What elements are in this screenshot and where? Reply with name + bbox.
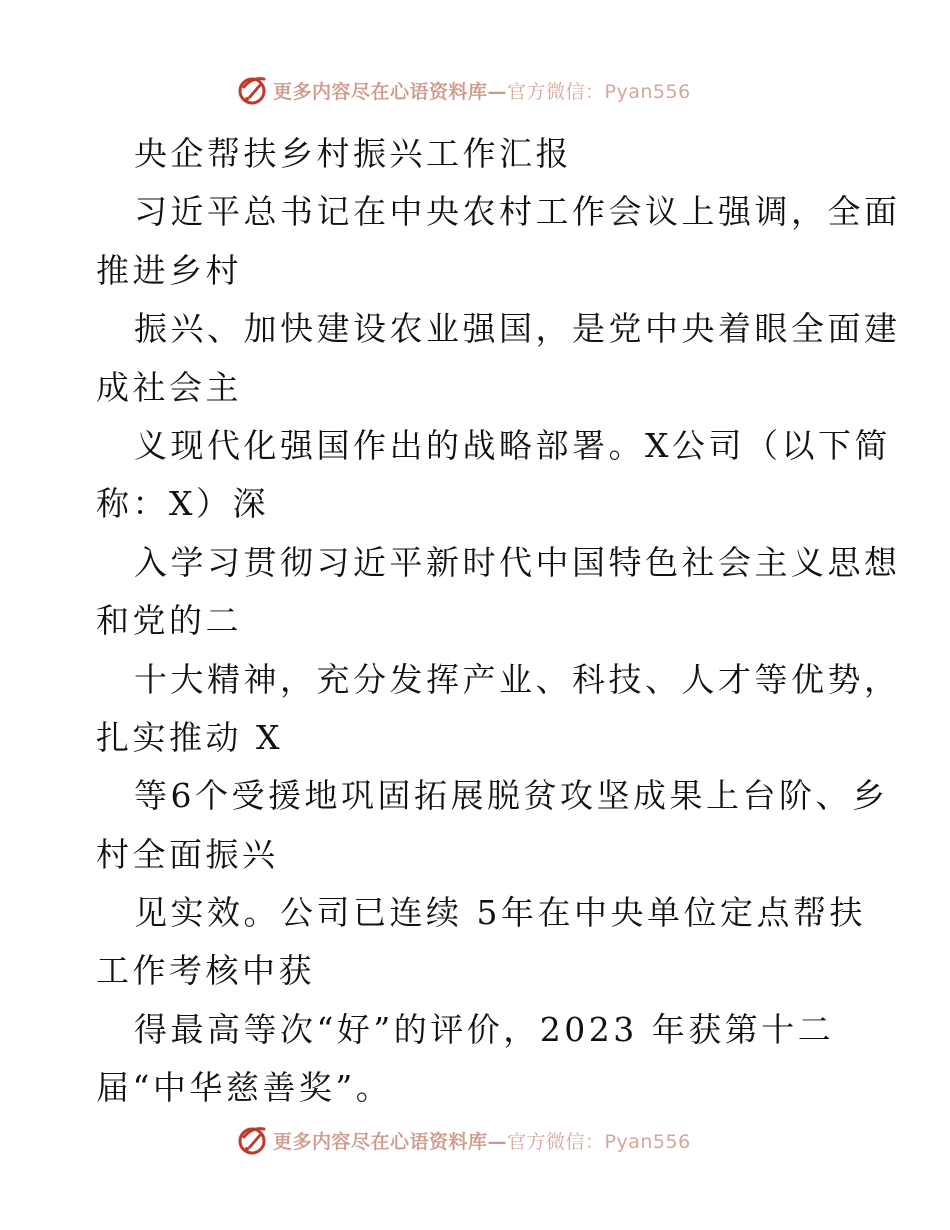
paragraph-line: 届“中华慈善奖”。 bbox=[96, 1068, 393, 1108]
header-watermark bbox=[235, 72, 715, 108]
footer-slogan: 更多内容尽在心语资料库— bbox=[273, 1130, 508, 1153]
header-wechat: 官方微信：Pyan556 bbox=[507, 80, 691, 103]
document-title: 央企帮扶乡村振兴工作汇报 bbox=[134, 134, 572, 173]
paragraph-line: 得最高等次“好”的评价，2023 年获第十二 bbox=[134, 1009, 835, 1049]
paragraph-line: 工作考核中获 bbox=[96, 951, 315, 991]
header-slogan: 更多内容尽在心语资料库— bbox=[273, 80, 508, 103]
pen-logo-icon bbox=[235, 1123, 269, 1157]
paragraph-line: 村全面振兴 bbox=[96, 834, 279, 874]
paragraph-line: 等6个受援地巩固拓展脱贫攻坚成果上台阶、乡 bbox=[134, 776, 889, 816]
footer-watermark bbox=[235, 1122, 715, 1158]
paragraph-line: 称：X）深 bbox=[96, 484, 269, 524]
paragraph-line: 十大精神，充分发挥产业、科技、人才等优势， bbox=[134, 659, 901, 699]
paragraph-line: 习近平总书记在中央农村工作会议上强调，全面 bbox=[134, 192, 901, 232]
paragraph-line: 振兴、加快建设农业强国，是党中央着眼全面建 bbox=[134, 309, 901, 349]
paragraph-line: 见实效。公司已连续 5年在中央单位定点帮扶 bbox=[134, 893, 866, 933]
document-body bbox=[96, 125, 901, 1118]
paragraph-line: 和党的二 bbox=[96, 601, 242, 641]
pen-logo-icon bbox=[235, 73, 269, 107]
paragraph-line: 入学习贯彻习近平新时代中国特色社会主义思想 bbox=[134, 542, 901, 582]
paragraph-line: 扎实推动 X bbox=[96, 717, 283, 757]
footer-wechat: 官方微信：Pyan556 bbox=[507, 1130, 691, 1153]
paragraph-line: 义现代化强国作出的战略部署。X公司（以下简 bbox=[134, 425, 891, 465]
paragraph-line: 成社会主 bbox=[96, 367, 242, 407]
paragraph-line: 推进乡村 bbox=[96, 250, 242, 290]
